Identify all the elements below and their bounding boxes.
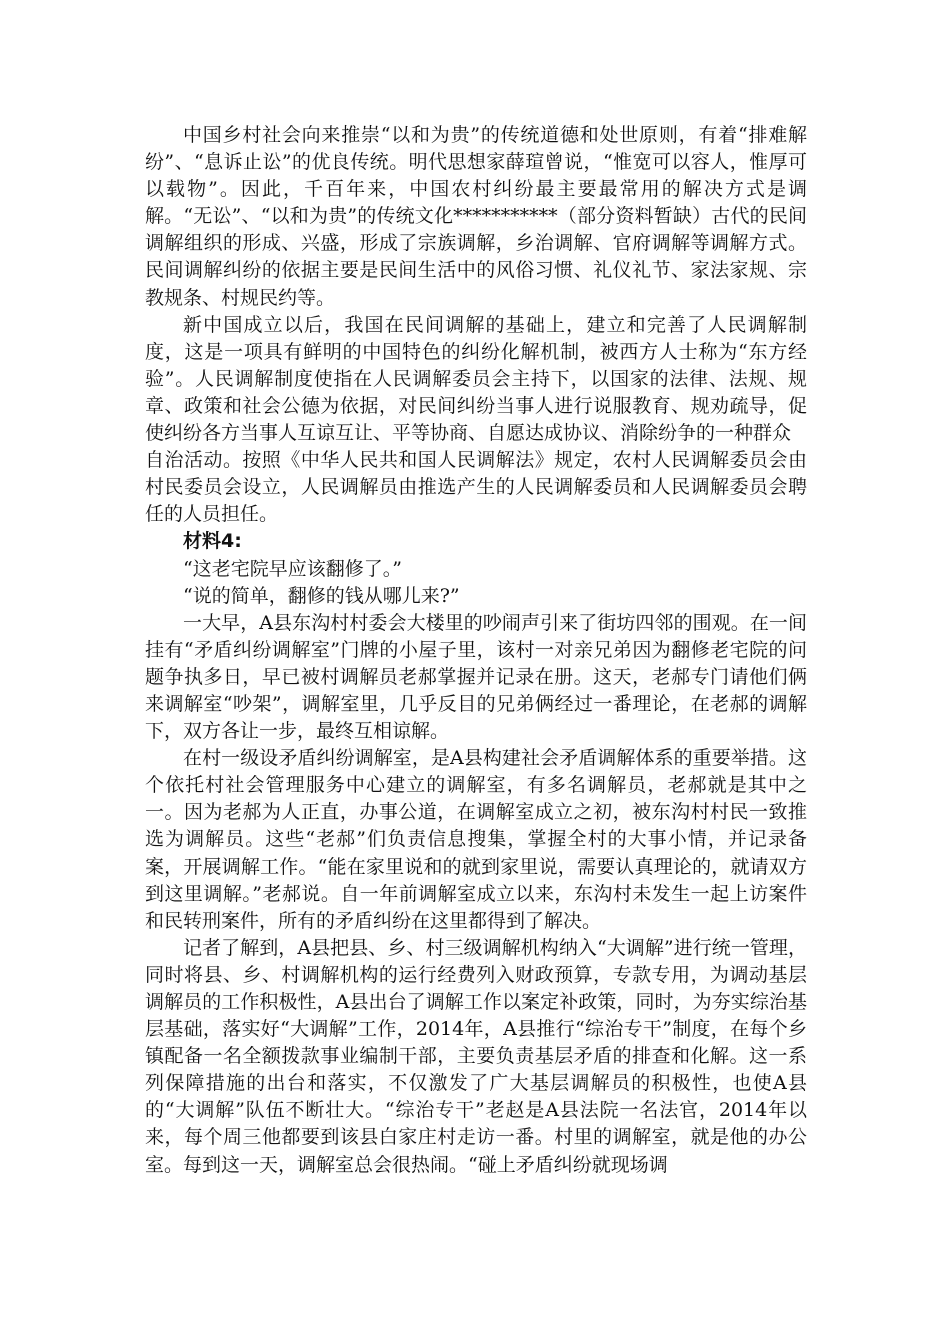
- paragraph-big-mediation: 记者了解到，A县把县、乡、村三级调解机构纳入“大调解”进行统一管理，同时将县、乡、村调解机构的运行经费列入财政预算，专款专用，为调动基层调解员的工作积极性，A县出台了调解工作以案定补政策，同时，为夯实综治基层基础，落实好“大调解”工作，2014年，A县推行“综治专干”制度，在每个乡镇配备一名全额拨款事业编制干部，主要负责基层矛盾的排查和化解。这一系列保障措施的出台和落实，不仅激发了广大基层调解员的积极性，也使A县的“大调解”队伍不断壮大。“综治专干”老赵是A县法院一名法官，2014年以来，每个周三他都要到该县白家庄村走访一番。村里的调解室，就是他的办公室。每到这一天，调解室总会很热闹。“碰上矛盾纠纷就现场调: [145, 936, 807, 1176]
- paragraph-mediation-tradition: 中国乡村社会向来推崇“以和为贵”的传统道德和处世原则，有着“排难解纷”、“息诉止讼”的优良传统。明代思想家薛瑄曾说，“惟宽可以容人，惟厚可以载物”。因此，千百年来，中国农村纠纷最主要最常用的解决方式是调解。“无讼”、“以和为贵”的传统文化***********（部分资料暂缺）古代的民间调解组织的形成、兴盛，形成了宗族调解，乡治调解、官府调解等调解方式。民间调解纠纷的依据主要是民间生活中的风俗习惯、礼仪礼节、家法家规、宗教规条、村规民约等。: [145, 124, 807, 309]
- document-page: [145, 122, 807, 1179]
- paragraph-dongou-village-story: 一大早，A县东沟村村委会大楼里的吵闹声引来了街坊四邻的围观。在一间挂有“矛盾纠纷调解室”门牌的小屋子里，该村一对亲兄弟因为翻修老宅院的问题争执多日，早已被村调解员老郝掌握并记录在册。这天，老郝专门请他们俩来调解室“吵架”，调解室里，几乎反目的兄弟俩经过一番理论，在老郝的调解下，双方各让一步，最终互相谅解。: [145, 611, 807, 743]
- material-4-heading: 材料4:: [183, 530, 242, 553]
- paragraph-self-governance: 自治活动。按照《中华人民共和国人民调解法》规定，农村人民调解委员会由村民委员会设立，人民调解员由推选产生的人民调解委员和人民调解委员会聘任的人员担任。: [145, 449, 807, 526]
- paragraph-peoples-mediation-system: 新中国成立以后，我国在民间调解的基础上，建立和完善了人民调解制度，这是一项具有鲜明的中国特色的纠纷化解机制，被西方人士称为“东方经验”。人民调解制度使指在人民调解委员会主持下，以国家的法律、法规、规章、政策和社会公德为依据，对民间纠纷当事人进行说服教育、规劝疏导，促使纠纷各方当事人互谅互让、平等协商、自愿达成协议、消除纷争的一种群众: [145, 313, 807, 445]
- dialogue-line-2: “说的简单，翻修的钱从哪儿来?”: [183, 584, 460, 607]
- dialogue-line-1: “这老宅院早应该翻修了。”: [183, 557, 402, 580]
- paragraph-mediation-room: 在村一级设矛盾纠纷调解室，是A县构建社会矛盾调解体系的重要举措。这个依托村社会管理服务中心建立的调解室，有多名调解员，老郝就是其中之一。因为老郝为人正直，办事公道，在调解室成立之初，被东沟村村民一致推选为调解员。这些“老郝”们负责信息搜集，掌握全村的大事小情，并记录备案，开展调解工作。“能在家里说和的就到家里说，需要认真理论的，就请双方到这里调解。”老郝说。自一年前调解室成立以来，东沟村未发生一起上访案件和民转刑案件，所有的矛盾纠纷在这里都得到了解决。: [145, 747, 807, 932]
